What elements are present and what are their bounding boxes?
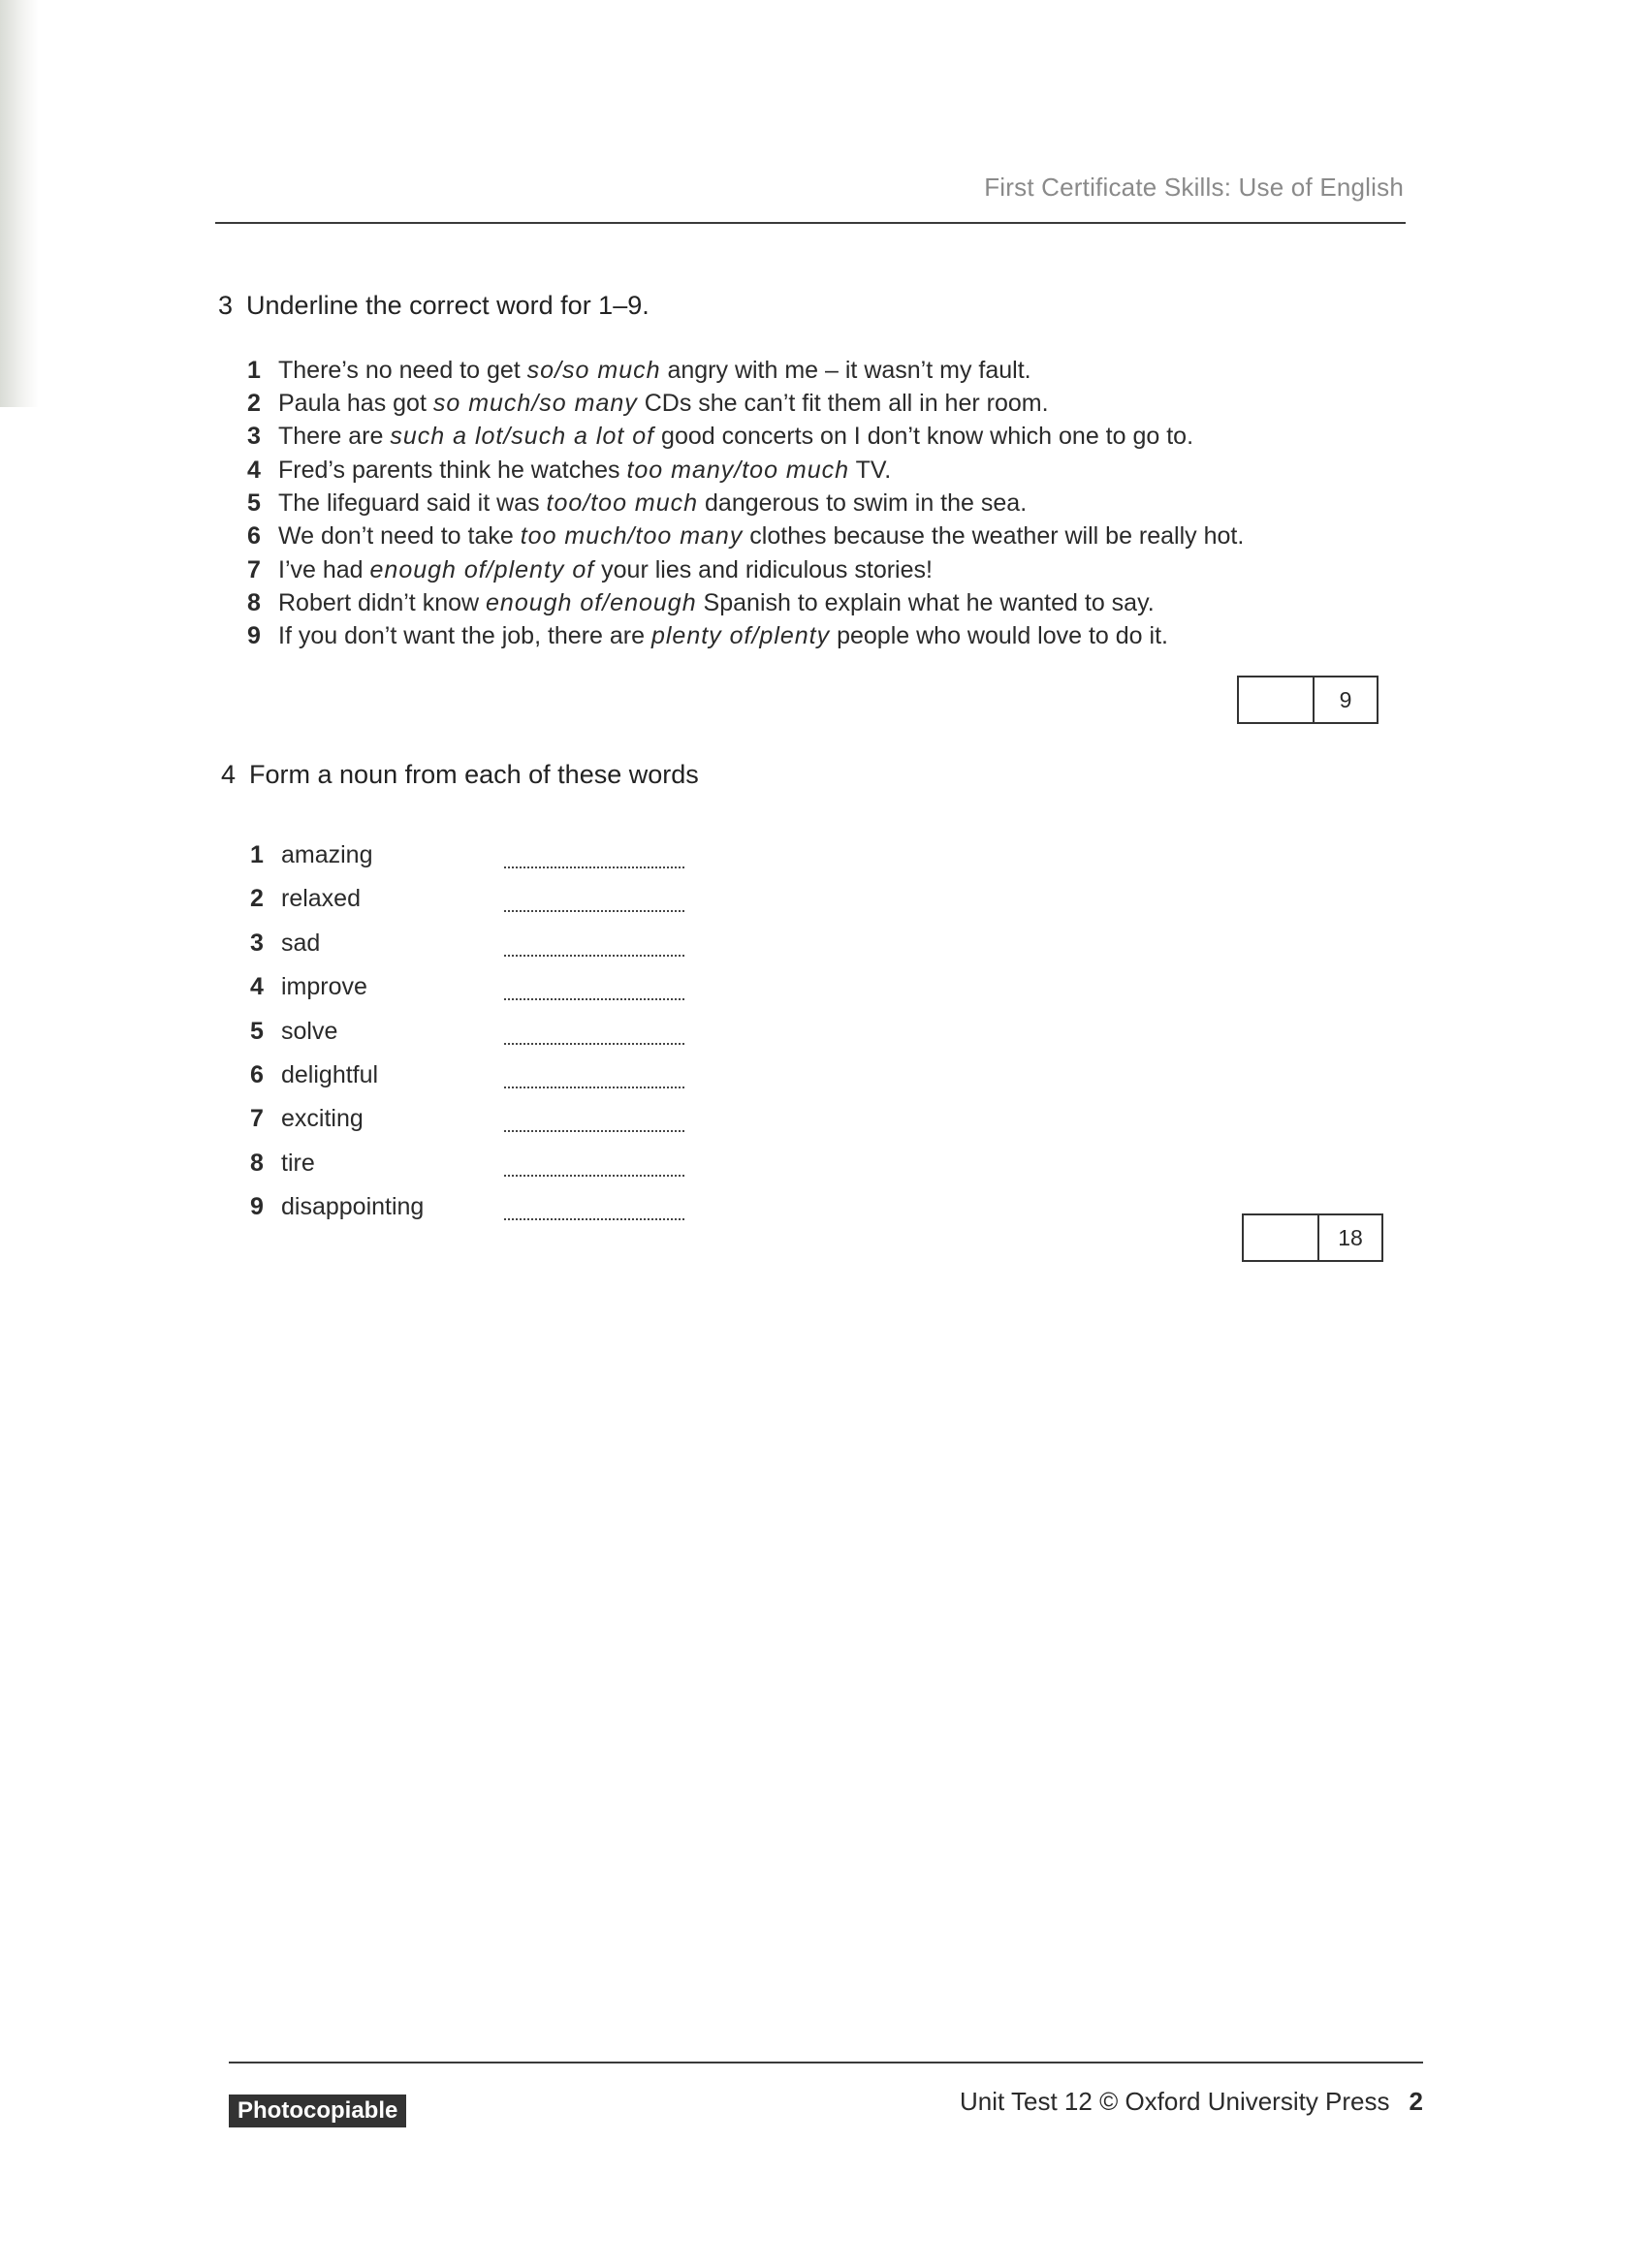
choice-text[interactable]: enough of/enough [486, 589, 697, 616]
list-item: 6 delightful [250, 1061, 378, 1089]
choice-text[interactable]: so much/so many [432, 390, 638, 417]
choice-text[interactable]: too much/too many [520, 522, 744, 550]
answer-blank[interactable] [504, 953, 684, 957]
list-item: 5 The lifeguard said it was too/too much dangerous to swim in the sea. [247, 489, 1028, 517]
section-3-heading [218, 291, 650, 321]
footer-source [960, 2087, 1423, 2117]
answer-blank[interactable] [504, 1216, 684, 1220]
choice-text[interactable]: plenty of/plenty [650, 622, 831, 649]
list-item: 3 sad [250, 929, 320, 958]
list-item: 9 disappointing [250, 1193, 424, 1221]
choice-text[interactable]: so/so much [526, 357, 661, 384]
page-number: 2 [1409, 2087, 1423, 2116]
list-item: 4 improve [250, 973, 367, 1001]
score-total: 18 [1338, 1224, 1363, 1250]
section-3-score-box [1237, 676, 1379, 724]
header-divider [215, 222, 1406, 224]
answer-blank[interactable] [504, 1041, 684, 1045]
section-3-title: Underline the correct word for 1–9. [246, 291, 650, 320]
answer-blank[interactable] [504, 1128, 684, 1132]
answer-blank[interactable] [504, 996, 684, 1000]
page-fold-shadow [0, 0, 39, 407]
answer-blank[interactable] [504, 1173, 684, 1177]
footer-divider [229, 2062, 1423, 2063]
list-item: 5 solve [250, 1018, 337, 1046]
section-4-score-box [1242, 1213, 1383, 1262]
answer-blank[interactable] [504, 865, 684, 868]
list-item: 3 There are such a lot/such a lot of good concerts on I don’t know which one to go to. [247, 423, 1194, 450]
list-item: 8 Robert didn’t know enough of/enough Spanish to explain what he wanted to say. [247, 589, 1155, 616]
list-item: 6 We don’t need to take too much/too many clothes because the weather will be really hot. [247, 522, 1245, 550]
list-item: 7 I’ve had enough of/plenty of your lies and ridiculous stories! [247, 556, 933, 583]
list-item: 1 amazing [250, 841, 373, 869]
photocopiable-badge: Photocopiable [229, 2095, 406, 2127]
list-item: 2 relaxed [250, 885, 361, 913]
answer-blank[interactable] [504, 908, 684, 912]
list-item: 1 There’s no need to get so/so much angry with me – it wasn’t my fault. [247, 357, 1031, 384]
section-4-title: Form a noun from each of these words [249, 760, 699, 789]
score-input-cell[interactable] [1239, 677, 1315, 722]
choice-text[interactable]: enough of/plenty of [369, 556, 595, 583]
list-item: 8 tire [250, 1150, 315, 1178]
list-item: 2 Paula has got so much/so many CDs she can’t fit them all in her room. [247, 390, 1049, 417]
choice-text[interactable]: too many/too much [626, 457, 850, 484]
footer-copyright: Unit Test 12 © Oxford University Press [960, 2087, 1390, 2116]
header-title: First Certificate Skills: Use of English [984, 173, 1404, 202]
list-item: 9 If you don’t want the job, there are plenty of/plenty people who would love to do it. [247, 622, 1168, 649]
choice-text[interactable]: such a lot/such a lot of [390, 423, 655, 450]
section-3-number: 3 [218, 291, 234, 320]
section-4-heading [221, 760, 699, 790]
list-item: 7 exciting [250, 1105, 364, 1133]
score-total: 9 [1339, 686, 1352, 712]
score-input-cell[interactable] [1244, 1215, 1319, 1260]
choice-text[interactable]: too/too much [546, 489, 699, 517]
list-item: 4 Fred’s parents think he watches too many/too much TV. [247, 457, 892, 484]
section-4-number: 4 [221, 760, 237, 789]
answer-blank[interactable] [504, 1085, 684, 1088]
